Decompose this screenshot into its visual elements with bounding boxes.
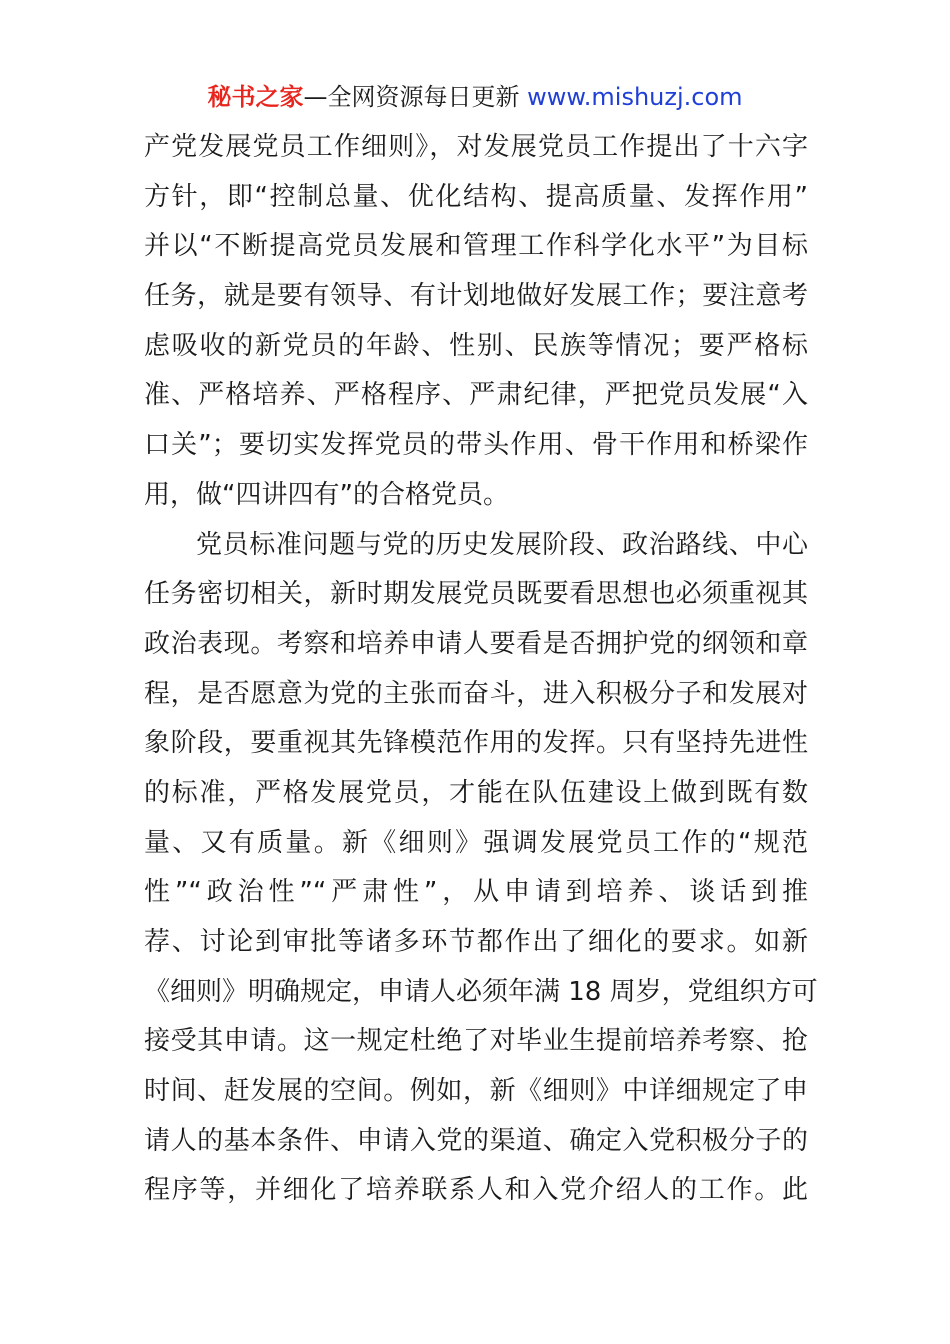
text-line: 接受其申请。这一规定杜绝了对毕业生提前培养考察、抢	[144, 1026, 808, 1057]
text-line: 象阶段，要重视其先锋模范作用的发挥。只有坚持先进性	[144, 728, 808, 759]
text-line: 荐、讨论到审批等诸多环节都作出了细化的要求。如新	[144, 927, 808, 957]
text-line: 口关”；要切实发挥党员的带头作用、骨干作用和桥梁作	[144, 430, 808, 461]
text-line: 程序等，并细化了培养联系人和入党介绍人的工作。此	[144, 1175, 808, 1206]
text-line: 并以“不断提高党员发展和管理工作科学化水平”为目标	[144, 231, 808, 262]
text-line: 请人的基本条件、申请入党的渠道、确定入党积极分子的	[144, 1125, 808, 1156]
paragraph	[144, 123, 808, 521]
text-line: 量、又有质量。新《细则》强调发展党员工作的“规范	[144, 827, 808, 858]
text-line: 任务，就是要有领导、有计划地做好发展工作；要注意考	[144, 281, 808, 312]
text-line: 任务密切相关，新时期发展党员既要看思想也必须重视其	[144, 579, 808, 610]
site-tagline: —全网资源每日更新	[303, 83, 528, 111]
text-line: 性”“政治性”“严肃性”，从申请到培养、谈话到推	[144, 877, 808, 908]
text-line: 产党发展党员工作细则》，对发展党员工作提出了十六字	[144, 132, 808, 162]
document-body	[144, 123, 818, 1216]
text-line: 虑吸收的新党员的年龄、性别、民族等情况；要严格标	[144, 330, 808, 361]
paragraph	[144, 521, 818, 1217]
text-line: 党员标准问题与党的历史发展阶段、政治路线、中心	[196, 529, 808, 560]
text-line: 方针，即“控制总量、优化结构、提高质量、发挥作用”	[144, 181, 808, 212]
site-url-link[interactable]: www.mishuzj.com	[527, 83, 743, 111]
text-line: 政治表现。考察和培养申请人要看是否拥护党的纲领和章	[144, 628, 808, 659]
site-header	[0, 80, 950, 114]
text-line: 准、严格培养、严格程序、严肃纪律，严把党员发展“入	[144, 380, 808, 411]
site-brand: 秘书之家	[207, 83, 304, 111]
text-line: 时间、赶发展的空间。例如，新《细则》中详细规定了申	[144, 1076, 808, 1107]
text-line: 的标准，严格发展党员，才能在队伍建设上做到既有数	[144, 777, 808, 808]
text-line: 用，做“四讲四有”的合格党员。	[144, 479, 509, 510]
text-line: 《细则》明确规定，申请人必须年满 18 周岁，党组织方可	[144, 976, 818, 1007]
text-line: 程，是否愿意为党的主张而奋斗，进入积极分子和发展对	[144, 678, 808, 709]
